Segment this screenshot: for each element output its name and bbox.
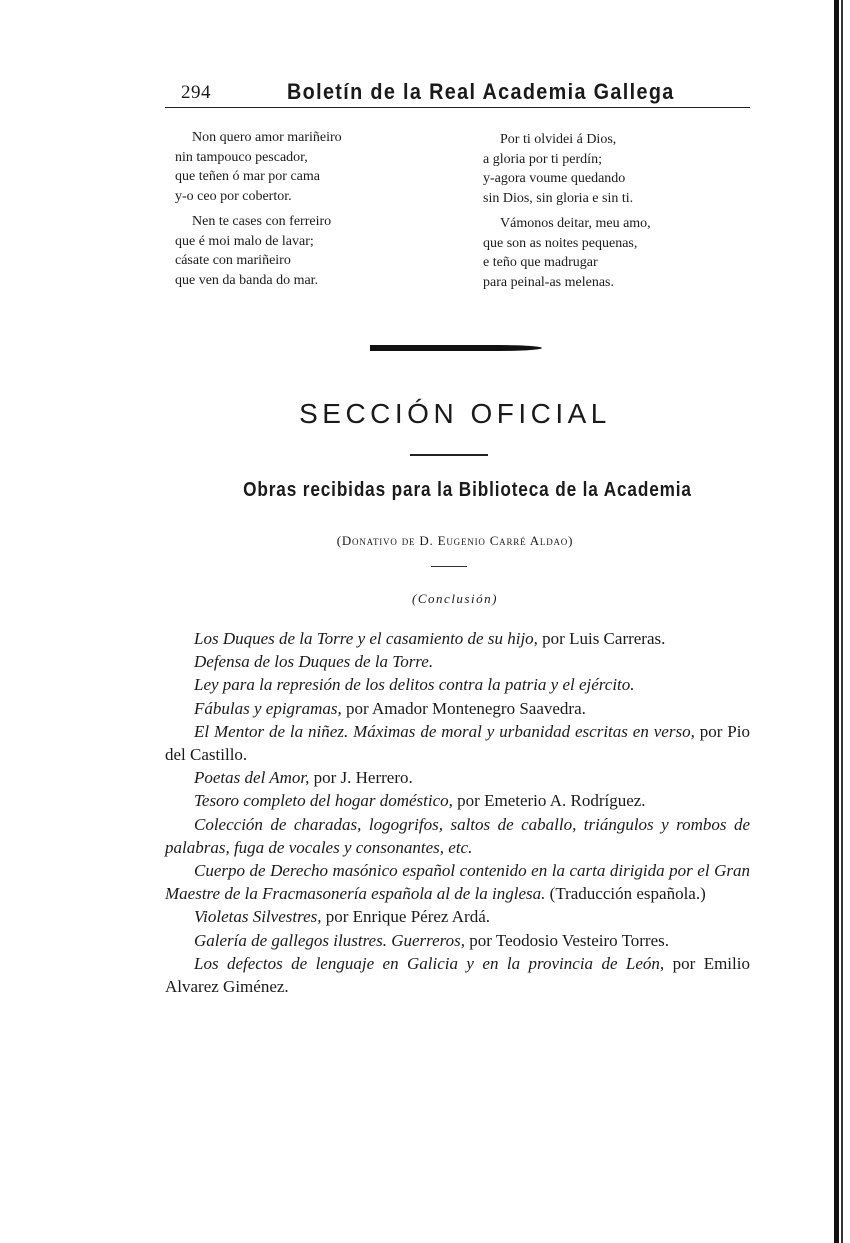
binding-edge-line (841, 0, 843, 1243)
work-author: (Traducción española.) (545, 884, 706, 904)
works-heading: Obras recibidas para la Biblioteca de la Academia (243, 479, 692, 501)
donation-rule (431, 566, 467, 567)
poem-left-column (175, 128, 415, 296)
work-author: por Pio del Castillo. (165, 721, 750, 765)
poem-stanza (175, 212, 415, 290)
poem-verse: que teñen ó mar por cama (175, 169, 320, 184)
running-header (165, 76, 750, 106)
poem-verse: y-agora voume quedando (483, 171, 626, 186)
work-title: El Mentor de la niñez. Máximas de moral y urbanidad escritas en verso, (194, 721, 695, 741)
work-author: por Emilio Alvarez Giménez. (165, 953, 750, 997)
work-author: por Amador Montenegro Saavedra. (341, 698, 586, 718)
work-entry (165, 697, 750, 720)
poem-verse: Vámonos deitar, meu amo, (500, 216, 651, 231)
poem-stanza (483, 130, 723, 208)
poem-verse: cásate con mariñeiro (175, 253, 291, 268)
work-entry (165, 766, 750, 789)
page-number: 294 (181, 82, 211, 103)
poem-verse: y-o ceo por cobertor. (175, 188, 292, 204)
work-entry (165, 650, 750, 673)
works-list (165, 627, 750, 998)
work-entry (165, 905, 750, 928)
section-rule (410, 454, 488, 456)
work-author: por Enrique Pérez Ardá. (321, 907, 491, 927)
poem-verse: que son as noites pequenas, (483, 235, 638, 251)
work-entry (165, 929, 750, 952)
poem-stanza (175, 128, 415, 206)
work-author: por J. Herrero. (309, 768, 413, 788)
work-title: Cuerpo de Derecho masónico español contenido en la carta dirigida por el Gran Maestre de la Fracmasonería española al de la inglesa. (165, 861, 750, 904)
work-title: Violetas Silvestres, (194, 907, 322, 927)
poem-verse: a gloria por ti perdín; (483, 151, 602, 167)
work-entry (165, 720, 750, 766)
work-author: por Teodosio Vesteiro Torres. (465, 930, 670, 950)
work-title: Galería de gallegos ilustres. Guerreros, (194, 930, 466, 950)
work-title: Poetas del Amor, (194, 768, 310, 788)
poem-verse: Por ti olvidei á Dios, (500, 132, 617, 147)
binding-edge (828, 0, 850, 1243)
work-title: Colección de charadas, logogrifos, saltos de caballo, triángulos y rombos de palabras, fuga de vocales y consonantes, etc. (165, 814, 750, 857)
binding-edge-bar (834, 0, 839, 1243)
work-author: por Emeterio A. Rodríguez. (452, 791, 646, 811)
journal-title: Boletín de la Real Academia Gallega (287, 79, 675, 104)
poem-verse: Non quero amor mariñeiro (192, 130, 342, 145)
poem-right-column (483, 130, 723, 298)
poem-verse: nin tampouco pescador, (175, 149, 308, 165)
work-entry (165, 859, 750, 905)
poem-verse: para peinal-as melenas. (483, 274, 614, 290)
work-title: Fábulas y epigramas, (194, 698, 342, 718)
work-title: Los defectos de lenguaje en Galicia y en la provincia de León, (194, 953, 665, 973)
donation-note: (Donativo de D. Eugenio Carré Aldao) (336, 533, 574, 548)
poem-stanza (483, 214, 723, 292)
work-entry (165, 673, 750, 696)
work-entry (165, 627, 750, 650)
ornament-rule (370, 345, 542, 351)
poem-verse: Nen te cases con ferreiro (192, 214, 332, 229)
work-author: por Luis Carreras. (537, 629, 666, 648)
work-title: Defensa de los Duques de la Torre. (194, 652, 434, 672)
work-title: Los Duques de la Torre y el casamiento de su hijo, (194, 629, 538, 648)
work-title: Ley para la represión de los delitos contra la patria y el ejército. (194, 675, 635, 695)
section-title: SECCIÓN OFICIAL (299, 398, 611, 429)
poem-verse: que ven da banda do mar. (175, 272, 319, 288)
conclusion-note: (Conclusión) (412, 591, 498, 606)
work-entry (165, 952, 750, 998)
poem-verse: e teño que madrugar (483, 255, 598, 270)
work-title: Tesoro completo del hogar doméstico, (194, 791, 453, 811)
poem-verse: que é moi malo de lavar; (175, 233, 314, 249)
work-entry (165, 813, 750, 859)
header-rule (165, 107, 750, 108)
work-entry (165, 789, 750, 812)
poem-verse: sin Dios, sin gloria e sin ti. (483, 190, 634, 206)
